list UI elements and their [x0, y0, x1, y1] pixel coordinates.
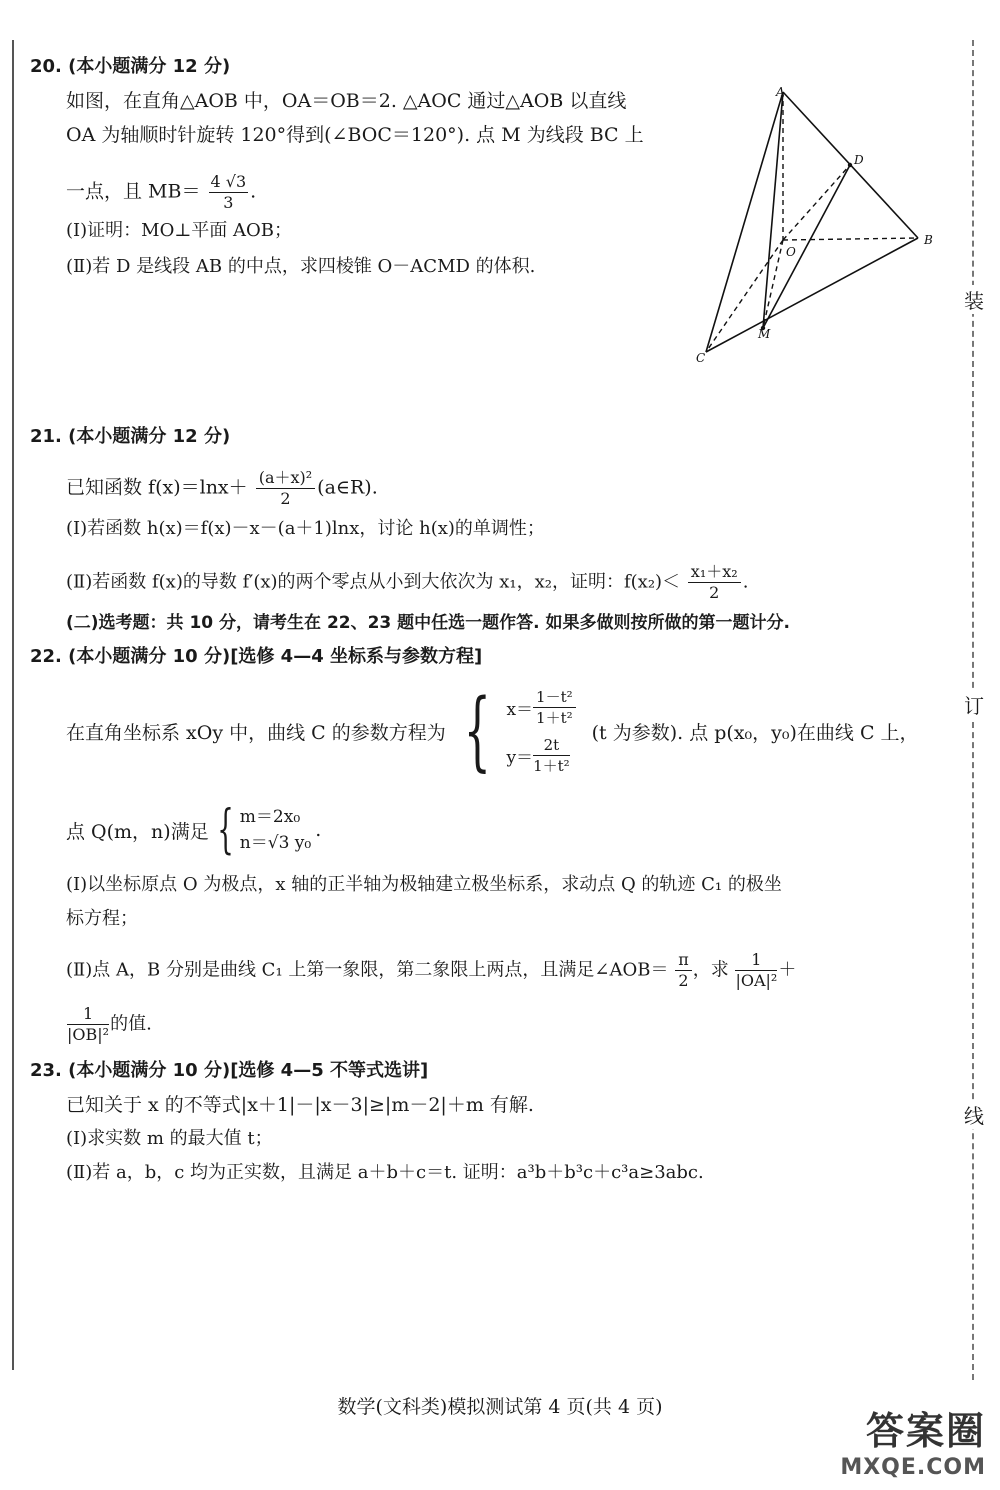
q23-part2: (Ⅱ)若 a，b，c 均为正实数，且满足 a＋b＋c＝t. 证明：a³b＋b³c＋c³a≥3abc.	[66, 1162, 704, 1183]
fig-label-a: A	[776, 85, 785, 99]
q23-heading: 23. (本小题满分 10 分)[选修 4—5 不等式选讲]	[30, 1060, 429, 1081]
q22-part2-cont: $\frac{1}{\text{|OB|²}}$ 的值.	[67, 1004, 152, 1044]
binding-char-xian: 线	[961, 1100, 987, 1129]
fig-label-c: C	[696, 351, 706, 365]
q22-text-line1: 在直角坐标系 xOy 中，曲线 C 的参数方程为 { x＝ 1－t² 1＋t² y＝ 2t 1＋t² (t 为参数). 点 p(x₀，y₀)在曲线 C 上，	[66, 681, 919, 781]
fig-label-o: O	[786, 245, 796, 259]
q20-text-line3: 一点，且 MB＝ $\frac{4 √3}{3}$ .	[66, 172, 257, 212]
binding-char-ding: 订	[961, 690, 987, 719]
q20-part2: (Ⅱ)若 D 是线段 AB 的中点，求四棱锥 O－ACMD 的体积.	[66, 256, 536, 277]
q20-text-line1: 如图，在直角△AOB 中，OA＝OB＝2. △AOC 通过△AOB 以直线	[66, 90, 627, 112]
fig-label-m: M	[758, 327, 771, 341]
q21-text-line1: 已知函数 f(x)＝lnx＋ $\frac{\text{(a＋x)²}}{2}$ (a∈R).	[66, 468, 378, 508]
section-2-heading: (二)选考题：共 10 分，请考生在 22、23 题中任选一题作答. 如果多做则按所做的第一题计分.	[66, 613, 791, 633]
fig-label-d: D	[854, 153, 864, 167]
q22-text-line2: 点 Q(m，n)满足 { m＝2x₀ n＝√3 y₀ .	[66, 800, 322, 860]
q20-figure-pyramid	[690, 80, 950, 380]
page-footer: 数学(文科类)模拟测试第 4 页(共 4 页)	[337, 1396, 663, 1418]
fig-label-b: B	[924, 233, 933, 247]
left-margin-rule	[12, 40, 14, 1370]
q21-part2: (Ⅱ)若函数 f(x)的导数 f′(x)的两个零点从小到大依次为 x₁，x₂，证明：f(x₂)＜ $\frac{\text{x₁＋x₂}}{2}$ .	[66, 562, 749, 602]
binding-char-zhuang: 装	[961, 285, 987, 314]
watermark-text: 答案圈	[865, 1409, 986, 1453]
q20-part1: (Ⅰ)证明：MO⊥平面 AOB；	[66, 220, 292, 241]
watermark-logo	[840, 1400, 986, 1480]
watermark-url: MXQE.COM	[840, 1455, 986, 1480]
q21-heading: 21. (本小题满分 12 分)	[30, 426, 231, 447]
q23-text-line1: 已知关于 x 的不等式|x＋1|－|x－3|≥|m－2|＋m 有解.	[66, 1094, 534, 1116]
q22-part1-cont: 标方程；	[66, 908, 138, 929]
q22-heading: 22. (本小题满分 10 分)[选修 4—4 坐标系与参数方程]	[30, 646, 483, 667]
q20-text-line2: OA 为轴顺时针旋转 120°得到(∠BOC＝120°). 点 M 为线段 BC 上	[66, 124, 644, 146]
q20-heading: 20. (本小题满分 12 分)	[30, 56, 231, 77]
q21-part1: (Ⅰ)若函数 h(x)＝f(x)－x－(a＋1)lnx，讨论 h(x)的单调性；	[66, 518, 545, 539]
q23-part1: (Ⅰ)求实数 m 的最大值 t；	[66, 1128, 273, 1149]
q22-part2: (Ⅱ)点 A，B 分别是曲线 C₁ 上第一象限，第二象限上两点，且满足∠AOB＝ $\frac{\pi}{2}$ ，求 $\frac{1}{\text{|OA|²}}$ ＋	[66, 950, 797, 990]
q22-part1: (Ⅰ)以坐标原点 O 为极点，x 轴的正半轴为极轴建立极坐标系，求动点 Q 的轨迹 C₁ 的极坐	[66, 874, 782, 895]
